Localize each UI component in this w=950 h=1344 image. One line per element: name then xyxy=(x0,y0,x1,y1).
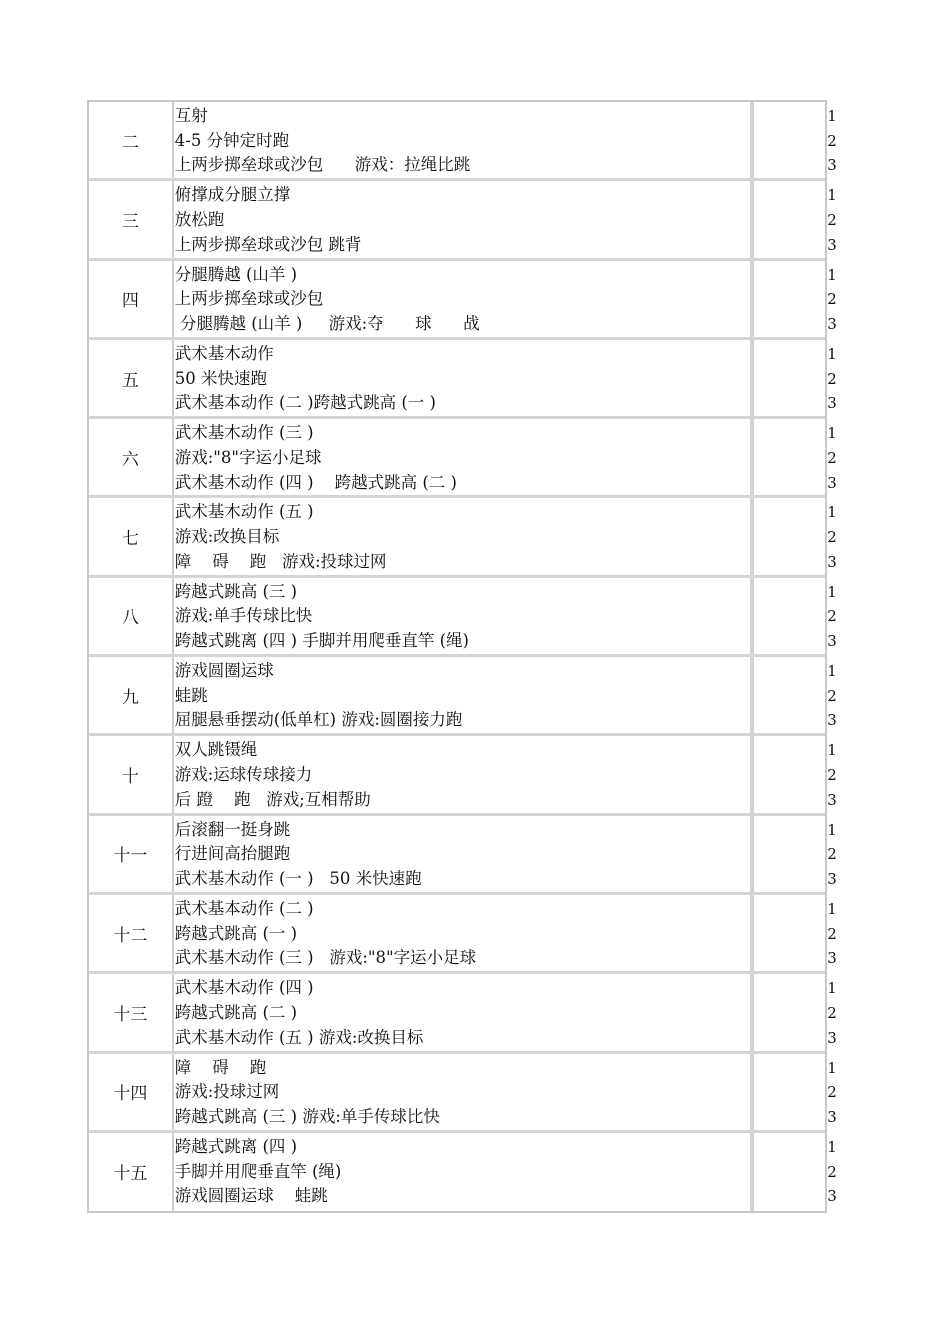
table-row xyxy=(89,736,837,815)
table-row xyxy=(89,181,837,260)
line-number: 1 xyxy=(827,1058,837,1077)
table-row xyxy=(89,261,837,340)
line-number: 3 xyxy=(827,552,837,571)
line-number: 2 xyxy=(827,607,837,626)
line-number: 3 xyxy=(827,1187,837,1206)
line-number: 3 xyxy=(827,1107,837,1126)
number-cell xyxy=(753,736,837,812)
line-number: 3 xyxy=(827,632,837,651)
table-row xyxy=(89,578,837,657)
content-cell xyxy=(173,895,753,971)
content-line: 分腿腾越 (山羊 ) xyxy=(174,264,298,284)
content-cell xyxy=(173,816,753,892)
line-number: 2 xyxy=(827,290,837,309)
week-cell: 十一 xyxy=(89,816,173,892)
line-number: 1 xyxy=(827,107,837,125)
content-cell xyxy=(173,102,753,178)
week-cell: 十五 xyxy=(89,1133,173,1211)
table-row xyxy=(89,419,837,498)
line-number: 1 xyxy=(827,899,837,918)
content-line: 跨越式跳离 (四 ) 手脚并用爬垂直竿 (绳) xyxy=(174,631,469,651)
number-cell xyxy=(753,895,837,971)
line-number: 2 xyxy=(827,766,837,785)
line-number: 3 xyxy=(827,314,837,333)
content-line: 蛙跳 xyxy=(174,685,208,705)
content-line: 武术基木动作 (四 ) xyxy=(174,978,314,998)
line-number: 2 xyxy=(827,924,837,943)
table-row xyxy=(89,974,837,1053)
content-line: 武术基木动作 xyxy=(174,343,274,363)
line-number: 2 xyxy=(827,528,837,547)
content-line: 互射 xyxy=(174,106,208,125)
number-cell xyxy=(753,1054,837,1130)
content-line: 武术基本动作 (二 )跨越式跳高 (一 ) xyxy=(174,393,436,413)
line-number: 1 xyxy=(827,265,837,284)
content-cell xyxy=(173,340,753,416)
week-cell: 十四 xyxy=(89,1054,173,1130)
number-cell xyxy=(753,419,837,495)
content-line: 行进间高抬腿跑 xyxy=(174,844,291,864)
content-line: 俯撑成分腿立撑 xyxy=(174,185,291,205)
content-line: 跨越式跳高 (三 ) xyxy=(174,581,298,601)
table-row xyxy=(89,102,837,181)
content-cell xyxy=(173,181,753,257)
content-line: 游戏:投球过网 xyxy=(174,1082,280,1102)
line-number: 3 xyxy=(827,949,837,968)
content-line: 后滚翻一挺身跳 xyxy=(174,819,291,839)
line-number: 1 xyxy=(827,424,837,443)
line-number: 2 xyxy=(827,369,837,388)
table-row xyxy=(89,1054,837,1133)
line-number: 2 xyxy=(827,845,837,864)
line-number: 3 xyxy=(827,870,837,889)
week-cell: 三 xyxy=(89,181,173,257)
content-line: 上两步掷垒球或沙包 游戏：拉绳比跳 xyxy=(174,155,471,175)
content-line: 4-5 分钟定时跑 xyxy=(174,130,290,150)
number-cell xyxy=(753,498,837,574)
number-cell xyxy=(753,102,837,178)
content-line: 双人跳镊绳 xyxy=(174,740,258,760)
content-line: 游戏:单手传球比快 xyxy=(174,606,313,626)
line-number: 1 xyxy=(827,582,837,601)
line-number: 2 xyxy=(827,1162,837,1181)
content-line: 武术基木动作 (五 ) xyxy=(174,502,314,522)
week-cell: 七 xyxy=(89,498,173,574)
content-line: 游戏圆圈运球 蛙跳 xyxy=(174,1186,328,1206)
week-cell: 十三 xyxy=(89,974,173,1050)
content-line: 手脚并用爬垂直竿 (绳) xyxy=(174,1161,342,1181)
number-cell xyxy=(753,1133,837,1211)
line-number: 3 xyxy=(827,394,837,413)
line-number: 2 xyxy=(827,1003,837,1022)
content-line: 武术基木动作 (四 ) 跨越式跳高 (二 ) xyxy=(174,472,457,492)
week-cell: 九 xyxy=(89,657,173,733)
number-cell xyxy=(753,181,837,257)
content-cell xyxy=(173,1054,753,1130)
content-line: 跨越式跳离 (四 ) xyxy=(174,1136,298,1156)
week-cell: 十二 xyxy=(89,895,173,971)
line-number: 2 xyxy=(827,210,837,229)
number-cell xyxy=(753,657,837,733)
content-cell xyxy=(173,974,753,1050)
content-cell xyxy=(173,498,753,574)
content-line: 放松跑 xyxy=(174,209,225,229)
content-cell xyxy=(173,1133,753,1211)
line-number: 2 xyxy=(827,1083,837,1102)
content-line: 分腿腾越 (山羊 ) 游戏:夺 球 战 xyxy=(174,313,480,333)
table-row xyxy=(89,1133,837,1211)
content-cell xyxy=(173,578,753,654)
number-cell xyxy=(753,974,837,1050)
table-row xyxy=(89,498,837,577)
line-number: 1 xyxy=(827,344,837,363)
line-number: 3 xyxy=(827,1028,837,1047)
week-cell: 四 xyxy=(89,261,173,337)
content-line: 跨越式跳高 (二 ) xyxy=(174,1002,298,1022)
line-number: 1 xyxy=(827,186,837,205)
line-number: 1 xyxy=(827,662,837,681)
content-line: 跨越式跳高 (三 ) 游戏:单手传球比快 xyxy=(174,1106,440,1126)
content-line: 武术基木动作 (三 ) 游戏:"8"字运小足球 xyxy=(174,948,477,968)
line-number: 2 xyxy=(827,131,837,150)
content-cell xyxy=(173,657,753,733)
table-row xyxy=(89,816,837,895)
number-cell xyxy=(753,261,837,337)
week-cell: 二 xyxy=(89,102,173,178)
content-line: 跨越式跳高 (一 ) xyxy=(174,923,298,943)
line-number: 3 xyxy=(827,156,837,175)
line-number: 2 xyxy=(827,686,837,705)
line-number: 2 xyxy=(827,448,837,467)
content-line: 上两步掷垒球或沙包 跳背 xyxy=(174,234,362,254)
line-number: 1 xyxy=(827,503,837,522)
number-cell xyxy=(753,578,837,654)
number-cell xyxy=(753,340,837,416)
week-cell: 八 xyxy=(89,578,173,654)
content-cell xyxy=(173,736,753,812)
line-number: 3 xyxy=(827,473,837,492)
content-line: 屈腿悬垂摆动(低单杠) 游戏:圆圈接力跑 xyxy=(174,710,463,730)
content-line: 障 碍 跑 xyxy=(174,1057,267,1077)
table-row xyxy=(89,895,837,974)
content-line: 后 蹬 跑 游戏;互相帮助 xyxy=(174,789,371,809)
content-line: 武术基本动作 (二 ) xyxy=(174,898,314,918)
line-number: 3 xyxy=(827,711,837,730)
content-cell xyxy=(173,261,753,337)
schedule-table xyxy=(87,100,837,1213)
line-number: 1 xyxy=(827,820,837,839)
line-number: 3 xyxy=(827,235,837,254)
content-line: 50 米快速跑 xyxy=(174,368,267,388)
content-line: 上两步掷垒球或沙包 xyxy=(174,289,324,309)
content-line: 武术基木动作 (三 ) xyxy=(174,423,314,443)
content-line: 障 碍 跑 游戏:投球过网 xyxy=(174,551,387,571)
content-line: 游戏:改换目标 xyxy=(174,527,280,547)
line-number: 1 xyxy=(827,741,837,760)
content-line: 武术基木动作 (五 ) 游戏:改换目标 xyxy=(174,1027,424,1047)
week-cell: 五 xyxy=(89,340,173,416)
content-line: 游戏圆圈运球 xyxy=(174,661,274,681)
table-row xyxy=(89,657,837,736)
week-cell: 十 xyxy=(89,736,173,812)
line-number: 3 xyxy=(827,790,837,809)
number-cell xyxy=(753,816,837,892)
line-number: 1 xyxy=(827,1137,837,1156)
content-cell xyxy=(173,419,753,495)
week-cell: 六 xyxy=(89,419,173,495)
table-row xyxy=(89,340,837,419)
content-line: 游戏:运球传球接力 xyxy=(174,765,313,785)
content-line: 游戏:"8"字运小足球 xyxy=(174,447,322,467)
line-number: 1 xyxy=(827,979,837,998)
content-line: 武术基木动作 (一 ) 50 米快速跑 xyxy=(174,869,422,889)
